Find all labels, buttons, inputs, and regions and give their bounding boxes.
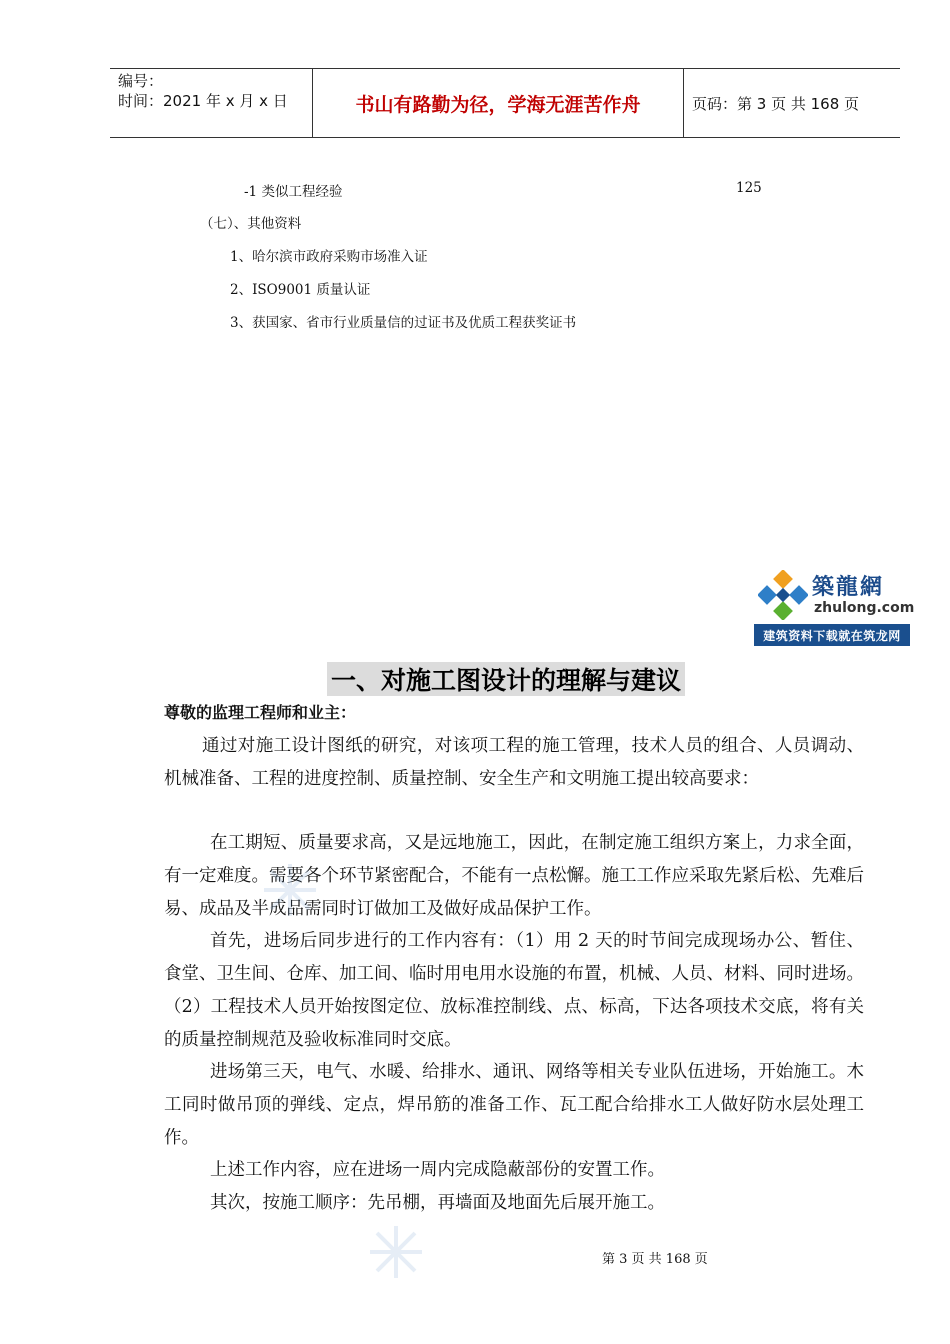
- logo-mark-icon: [758, 570, 808, 620]
- toc-item: -1 类似工程经验: [244, 184, 343, 200]
- section-title: 一、对施工图设计的理解与建议: [330, 666, 681, 695]
- toc-item: 1、哈尔滨市政府采购市场准入证: [230, 249, 428, 265]
- body-paragraph: 其次，按施工顺序：先吊棚，再墙面及地面先后展开施工。: [210, 1193, 665, 1213]
- logo-domain-text: zhulong.com: [814, 600, 915, 616]
- toc-item: 2、ISO9001 质量认证: [230, 282, 371, 298]
- logo-chinese-text: 築龍網: [812, 574, 885, 600]
- logo-tagline: 建筑资料下载就在筑龙网: [754, 624, 910, 646]
- section-title-box: [327, 662, 685, 696]
- page-footer: 第 3 页 共 168 页: [602, 1252, 708, 1267]
- body-paragraph: 上述工作内容，应在进场一周内完成隐蔽部份的安置工作。: [210, 1160, 665, 1180]
- body-paragraph: 进场第三天，电气、水暖、给排水、通讯、网络等相关专业队伍进场，开始施工。木工同时做吊顶的弹线、定点，焊吊筋的准备工作、瓦工配合给排水工人做好防水层处理工作。: [164, 1062, 864, 1148]
- number-label: 编号：: [118, 72, 164, 90]
- body-paragraph: 通过对施工设计图纸的研究，对该项工程的施工管理，技术人员的组合、人员调动、机械准备、工程的进度控制、质量控制、安全生产和文明施工提出较高要求：: [164, 736, 864, 789]
- time-label: 时间：2021 年 x 月 x 日: [118, 92, 288, 110]
- toc-page-number: 125: [736, 180, 762, 196]
- watermark-snowflake-icon: [366, 1222, 426, 1282]
- toc-item: （七）、其他资料: [200, 216, 302, 232]
- zhulong-logo: [754, 566, 915, 646]
- page-header: [110, 68, 900, 138]
- salutation: 尊敬的监理工程师和业主：: [164, 703, 357, 722]
- header-meta: [110, 69, 313, 137]
- toc-item: 3、获国家、省市行业质量信的过证书及优质工程获奖证书: [230, 315, 577, 331]
- body-paragraph: 首先，进场后同步进行的工作内容有：（1）用 2 天的时节间完成现场办公、暂住、食堂、卫生间、仓库、加工间、临时用电用水设施的布置，机械、人员、材料、同时进场。（2）工程技术人员开始按图定位、放标准控制线、点、标高，下达各项技术交底，将有关的质量控制规范及验收标准同时交底。: [164, 931, 864, 1050]
- header-page-label: 页码：第 3 页 共 168 页: [692, 94, 860, 113]
- header-motto: 书山有路勤为径，学海无涯苦作舟: [313, 69, 684, 137]
- watermark-snowflake-icon: [260, 860, 320, 920]
- body-paragraph: 在工期短、质量要求高，又是远地施工，因此，在制定施工组织方案上，力求全面，有一定难度。需要各个环节紧密配合，不能有一点松懈。施工工作应采取先紧后松、先难后易、成品及半成品需同时订做加工及做好成品保护工作。: [164, 833, 864, 919]
